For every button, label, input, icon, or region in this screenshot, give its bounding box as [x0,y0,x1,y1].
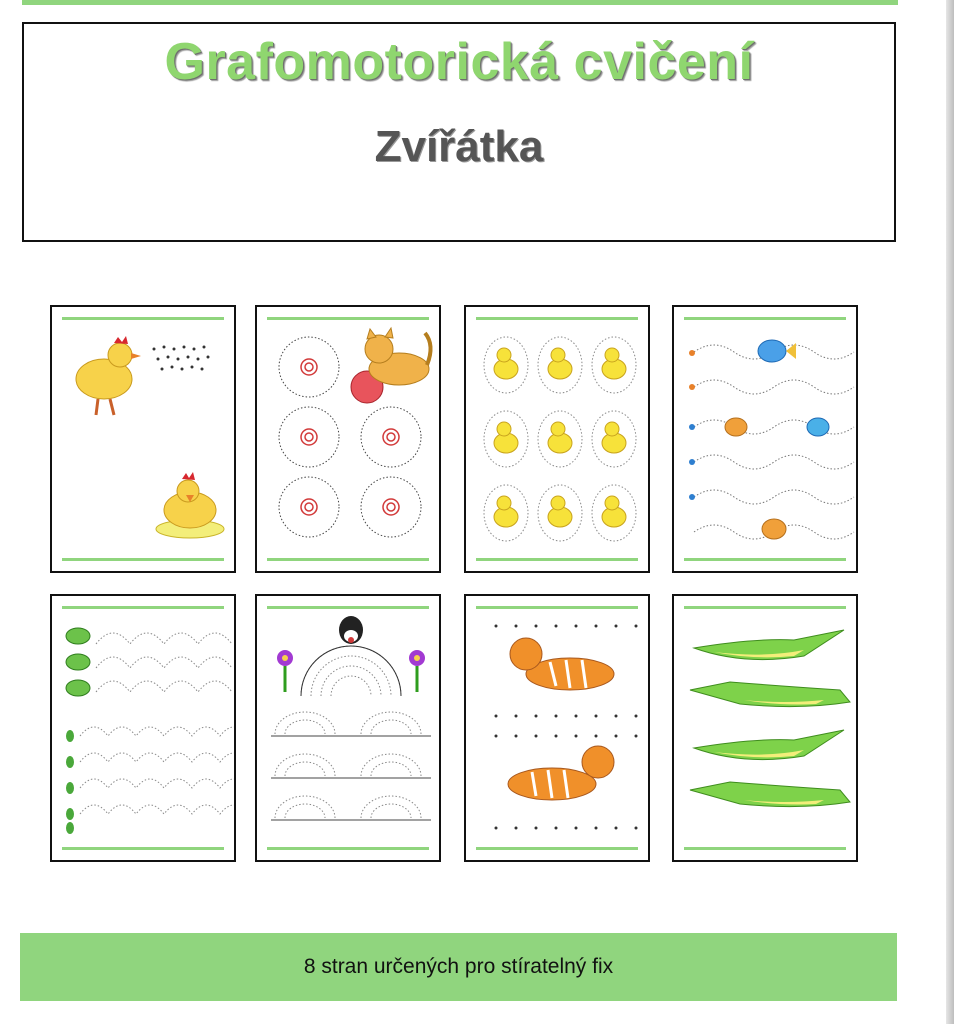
preview-page-frogs [50,594,236,862]
page-bottom-line [476,847,638,850]
preview-page-cat [255,305,441,573]
chicken-icon [52,307,236,573]
page-bottom-line [267,847,429,850]
page-edge-shadow [946,0,954,1024]
frog-icon [52,596,236,862]
page-bottom-line [62,847,224,850]
footer-text: 8 stran určených pro stíratelný fix [303,955,614,978]
fish-icon [674,307,858,573]
page-bottom-line [684,847,846,850]
preview-page-mole [255,594,441,862]
crocodile-icon [674,596,858,862]
preview-page-crocodiles [672,594,858,862]
cover-title: Grafomotorická cvičení [164,33,754,91]
mole-icon [257,596,441,862]
cat-icon [257,307,441,573]
preview-page-chicken [50,305,236,573]
cover-footer [20,933,897,1001]
preview-page-chicks [464,305,650,573]
page-bottom-line [62,558,224,561]
cover-subtitle: Zvířátka [374,122,544,171]
chick-icon [466,307,650,573]
page-bottom-line [476,558,638,561]
preview-page-tigers [464,594,650,862]
tiger-icon [466,596,650,862]
preview-page-fish [672,305,858,573]
page-bottom-line [684,558,846,561]
top-accent-bar [22,0,898,5]
page-bottom-line [267,558,429,561]
cover-header [22,22,896,242]
